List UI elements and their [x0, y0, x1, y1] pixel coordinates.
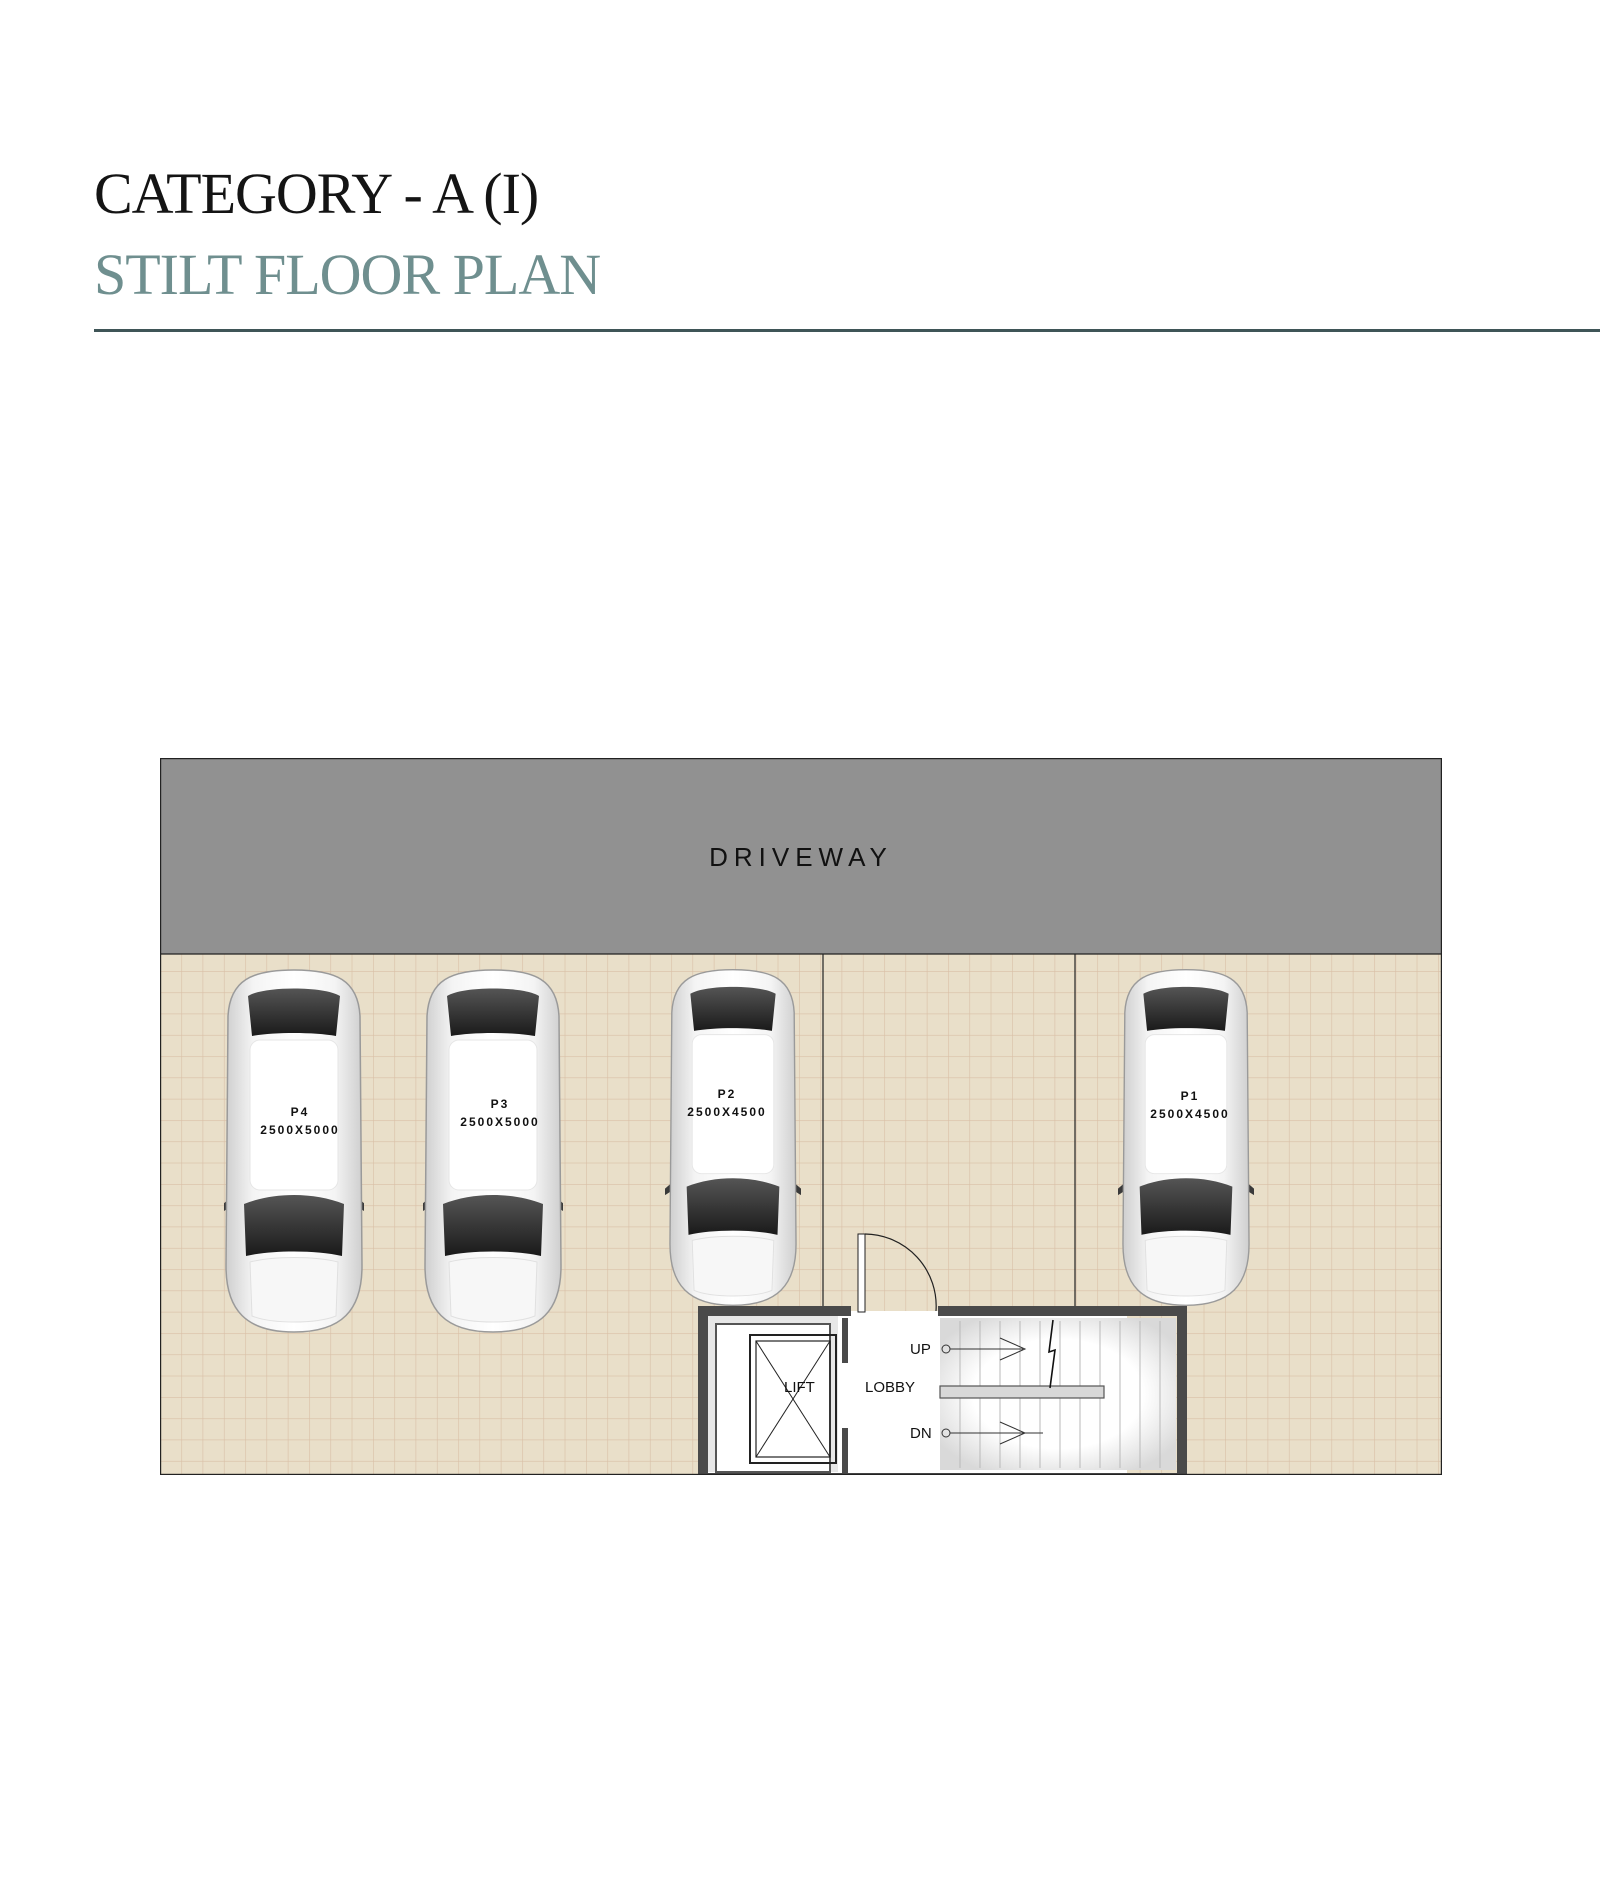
parking-bay-p4	[214, 970, 374, 1332]
driveway-label: DRIVEWAY	[709, 842, 893, 872]
lift-label: LIFT	[784, 1379, 815, 1396]
parking-bay-p2	[659, 970, 807, 1306]
lobby-label: LOBBY	[865, 1379, 916, 1396]
page-title: CATEGORY - A (I)	[94, 161, 539, 226]
parking-id: P3	[490, 1097, 510, 1111]
parking-size: 2500X5000	[460, 1115, 540, 1129]
stair-down-label: DN	[910, 1425, 932, 1442]
header-divider	[94, 329, 1600, 332]
parking-bay-p1	[1112, 970, 1260, 1306]
stair-up-label: UP	[910, 1341, 931, 1358]
parking-size: 2500X5000	[260, 1123, 340, 1137]
parking-size: 2500X4500	[1150, 1107, 1230, 1121]
page-subtitle: STILT FLOOR PLAN	[94, 242, 601, 307]
parking-id: P4	[290, 1105, 310, 1119]
staircase	[940, 1318, 1176, 1470]
stilt-floor-plan	[160, 758, 1442, 1475]
parking-size: 2500X4500	[687, 1105, 767, 1119]
parking-bay-p3	[413, 970, 573, 1332]
parking-id: P1	[1180, 1089, 1200, 1103]
parking-id: P2	[717, 1087, 737, 1101]
